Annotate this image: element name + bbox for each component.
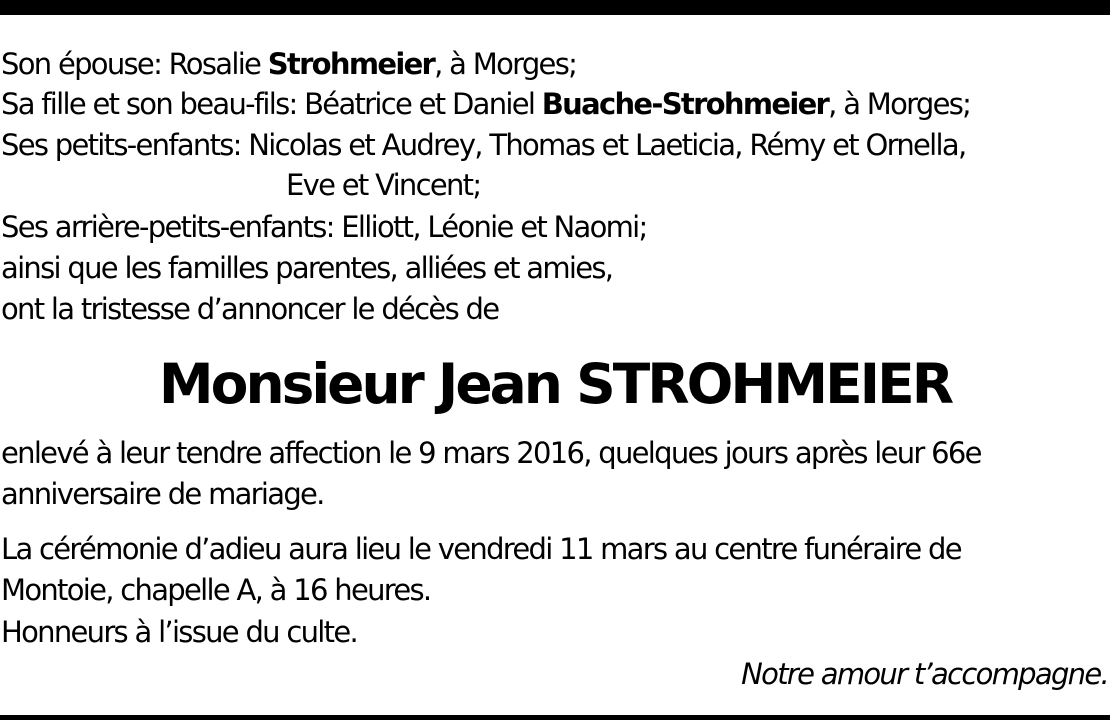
children-prefix: Sa fille et son beau-fils: Béatrice et Daniel xyxy=(1,87,542,121)
announcement-line: ont la tristesse d’annoncer le décès de xyxy=(1,292,499,326)
grandchildren-line-2: Eve et Vincent; xyxy=(286,168,481,202)
passing-line-2: anniversaire de mariage. xyxy=(1,477,324,511)
closing-phrase: Notre amour t’accompagne. xyxy=(741,657,1108,691)
deceased-name: Monsieur Jean STROHMEIER xyxy=(158,352,952,416)
bottom-border-rule xyxy=(0,715,1110,720)
spouse-line xyxy=(1,45,576,83)
children-suffix: , à Morges; xyxy=(828,87,971,121)
ceremony-line-1: La cérémonie d’adieu aura lieu le vendredi 11 mars au centre funéraire de xyxy=(1,532,961,566)
spouse-suffix: , à Morges; xyxy=(434,47,577,81)
children-surname: Buache-Strohmeier xyxy=(541,87,829,121)
ceremony-line-3: Honneurs à l’issue du culte. xyxy=(1,615,357,649)
spouse-prefix: Son épouse: Rosalie xyxy=(1,47,268,81)
ceremony-line-2: Montoie, chapelle A, à 16 heures. xyxy=(1,573,431,607)
great-grandchildren-line: Ses arrière-petits-enfants: Elliott, Léonie et Naomi; xyxy=(1,210,647,244)
children-line xyxy=(1,85,970,123)
spouse-surname: Strohmeier xyxy=(267,47,435,81)
grandchildren-line-1: Ses petits-enfants: Nicolas et Audrey, Thomas et Laeticia, Rémy et Ornella, xyxy=(1,128,966,162)
relatives-line: ainsi que les familles parentes, alliées et amies, xyxy=(1,251,613,285)
passing-line-1: enlevé à leur tendre affection le 9 mars 2016, quelques jours après leur 66e xyxy=(1,436,981,470)
